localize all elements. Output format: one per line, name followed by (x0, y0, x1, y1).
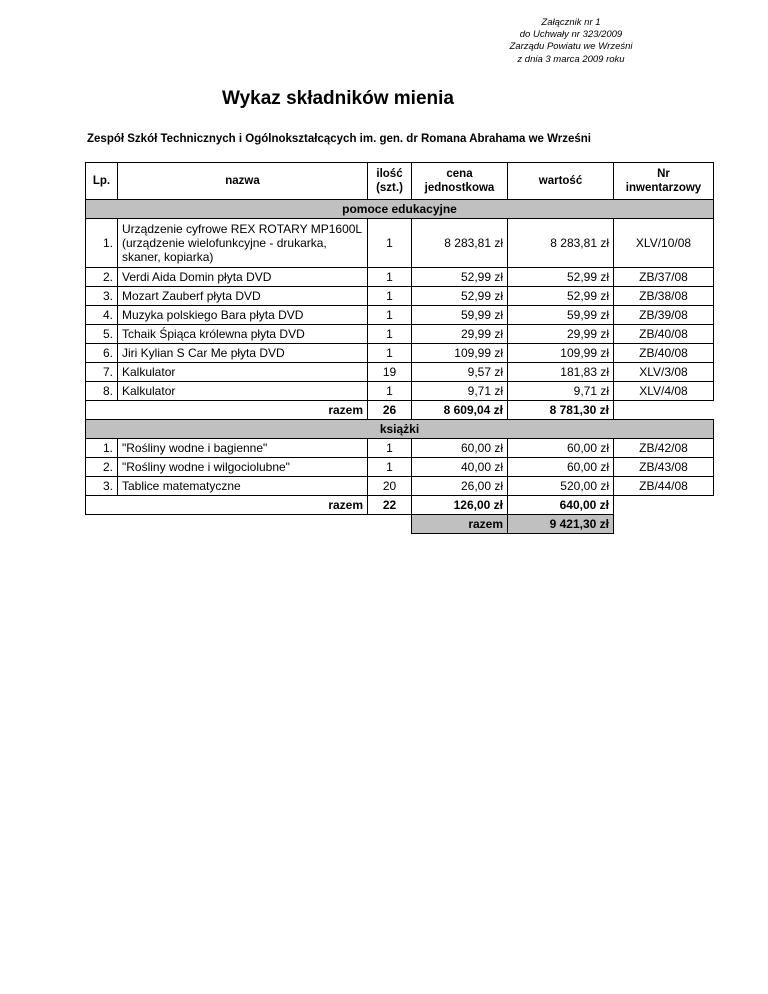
cell-name: Tchaik Śpiąca królewna płyta DVD (118, 325, 368, 344)
cell-qty: 1 (368, 306, 412, 325)
cell-name: "Rośliny wodne i bagienne" (118, 439, 368, 458)
table-row (86, 306, 714, 325)
cell-qty: 1 (368, 439, 412, 458)
cell-lp: 2. (86, 268, 118, 287)
cell-qty: 1 (368, 219, 412, 268)
cell-value: 520,00 zł (508, 477, 614, 496)
cell-value: 29,99 zł (508, 325, 614, 344)
cell-inventory-number: ZB/39/08 (614, 306, 714, 325)
cell-name: Urządzenie cyfrowe REX ROTARY MP1600L (urządzenie wielofunkcyjne - drukarka, skaner, kopiarka) (118, 219, 368, 268)
cell-price: 109,99 zł (412, 344, 508, 363)
cell-qty: 19 (368, 363, 412, 382)
cell-lp: 1. (86, 219, 118, 268)
table-row (86, 268, 714, 287)
column-header-inventory-number: Nr inwentarzowy (614, 163, 714, 200)
cell-value: 52,99 zł (508, 287, 614, 306)
cell-price: 52,99 zł (412, 268, 508, 287)
cell-value: 8 283,81 zł (508, 219, 614, 268)
empty-cell (614, 515, 714, 534)
cell-price: 8 283,81 zł (412, 219, 508, 268)
cell-value: 59,99 zł (508, 306, 614, 325)
section-total-label: razem (86, 401, 368, 420)
cell-value: 60,00 zł (508, 439, 614, 458)
section-total-qty: 26 (368, 401, 412, 420)
table-row (86, 363, 714, 382)
table-row (86, 287, 714, 306)
cell-price: 29,99 zł (412, 325, 508, 344)
attachment-note-line: Załącznik nr 1 (541, 17, 601, 28)
empty-cell (614, 496, 714, 515)
table-row (86, 382, 714, 401)
empty-cell (614, 401, 714, 420)
attachment-note (471, 17, 671, 66)
cell-inventory-number: XLV/4/08 (614, 382, 714, 401)
cell-inventory-number: ZB/37/08 (614, 268, 714, 287)
empty-cell (86, 515, 412, 534)
cell-inventory-number: XLV/3/08 (614, 363, 714, 382)
cell-price: 40,00 zł (412, 458, 508, 477)
table-row (86, 344, 714, 363)
column-header-qty: ilość (szt.) (368, 163, 412, 200)
cell-inventory-number: ZB/40/08 (614, 325, 714, 344)
cell-lp: 4. (86, 306, 118, 325)
table-row (86, 439, 714, 458)
attachment-note-line: do Uchwały nr 323/2009 (519, 29, 623, 41)
attachment-note-line: z dnia 3 marca 2009 roku (517, 53, 625, 65)
cell-price: 60,00 zł (412, 439, 508, 458)
section-total-price: 8 609,04 zł (412, 401, 508, 420)
cell-price: 59,99 zł (412, 306, 508, 325)
cell-name: Kalkulator (118, 363, 368, 382)
column-header-value: wartość (508, 163, 614, 200)
cell-inventory-number: ZB/40/08 (614, 344, 714, 363)
cell-value: 109,99 zł (508, 344, 614, 363)
column-header-price: cena jednostkowa (412, 163, 508, 200)
table-row (86, 219, 714, 268)
cell-lp: 6. (86, 344, 118, 363)
cell-value: 9,71 zł (508, 382, 614, 401)
cell-qty: 1 (368, 287, 412, 306)
cell-price: 52,99 zł (412, 287, 508, 306)
cell-value: 52,99 zł (508, 268, 614, 287)
cell-name: Tablice matematyczne (118, 477, 368, 496)
section-total-price: 126,00 zł (412, 496, 508, 515)
section-total-value: 8 781,30 zł (508, 401, 614, 420)
cell-qty: 1 (368, 382, 412, 401)
cell-lp: 5. (86, 325, 118, 344)
cell-lp: 2. (86, 458, 118, 477)
cell-lp: 3. (86, 477, 118, 496)
cell-inventory-number: ZB/43/08 (614, 458, 714, 477)
section-label: pomoce edukacyjne (86, 200, 714, 219)
cell-lp: 7. (86, 363, 118, 382)
section-total-row (86, 496, 714, 515)
cell-price: 9,71 zł (412, 382, 508, 401)
cell-name: "Rośliny wodne i wilgociolubne" (118, 458, 368, 477)
cell-qty: 20 (368, 477, 412, 496)
cell-lp: 3. (86, 287, 118, 306)
section-header-row (86, 200, 714, 219)
cell-inventory-number: ZB/42/08 (614, 439, 714, 458)
inventory-table (85, 162, 714, 534)
cell-name: Mozart Zauberf płyta DVD (118, 287, 368, 306)
section-total-qty: 22 (368, 496, 412, 515)
section-header-row (86, 420, 714, 439)
table-row (86, 458, 714, 477)
cell-inventory-number: XLV/10/08 (614, 219, 714, 268)
cell-name: Verdi Aida Domin płyta DVD (118, 268, 368, 287)
section-total-label: razem (86, 496, 368, 515)
column-header-name: nazwa (118, 163, 368, 200)
cell-lp: 1. (86, 439, 118, 458)
grand-total-label: razem (412, 515, 508, 534)
cell-qty: 1 (368, 344, 412, 363)
cell-lp: 8. (86, 382, 118, 401)
cell-inventory-number: ZB/38/08 (614, 287, 714, 306)
cell-qty: 1 (368, 325, 412, 344)
cell-qty: 1 (368, 268, 412, 287)
cell-name: Kalkulator (118, 382, 368, 401)
attachment-note-line: Zarządu Powiatu we Wrześni (509, 41, 633, 53)
cell-qty: 1 (368, 458, 412, 477)
grand-total-row (86, 515, 714, 534)
cell-value: 181,83 zł (508, 363, 614, 382)
cell-value: 60,00 zł (508, 458, 614, 477)
table-row (86, 477, 714, 496)
section-total-value: 640,00 zł (508, 496, 614, 515)
table-header-row (86, 163, 714, 200)
cell-inventory-number: ZB/44/08 (614, 477, 714, 496)
school-name: Zespół Szkół Technicznych i Ogólnokształcących im. gen. dr Romana Abrahama we Wrześni (87, 133, 592, 145)
section-label: książki (86, 420, 714, 439)
cell-price: 26,00 zł (412, 477, 508, 496)
table-row (86, 325, 714, 344)
cell-price: 9,57 zł (412, 363, 508, 382)
section-total-row (86, 401, 714, 420)
document-title: Wykaz składników mienia (222, 88, 454, 109)
column-header-lp: Lp. (86, 163, 118, 200)
cell-name: Muzyka polskiego Bara płyta DVD (118, 306, 368, 325)
cell-name: Jiri Kylian S Car Me płyta DVD (118, 344, 368, 363)
grand-total-value: 9 421,30 zł (508, 515, 614, 534)
